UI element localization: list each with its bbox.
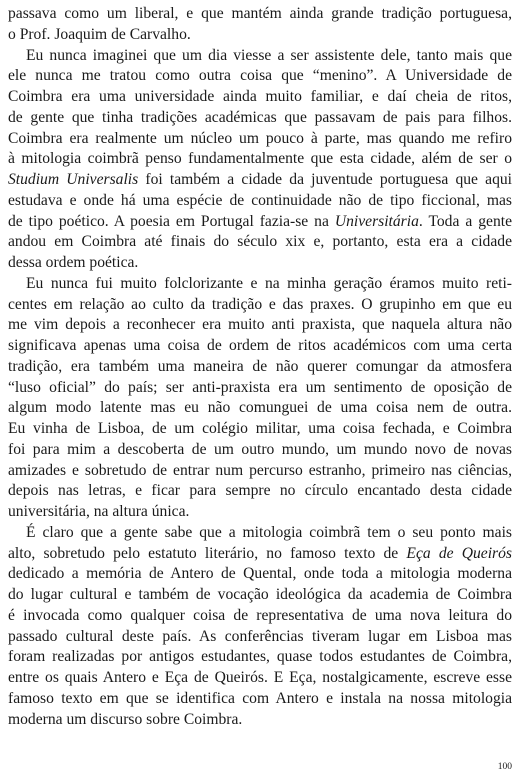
- text-line: [8, 274, 512, 295]
- text-line: [8, 398, 512, 419]
- text-line: [8, 647, 512, 668]
- text-run: “luso oficial” do país; ser anti-praxista era um sentimento de oposição de: [8, 378, 512, 396]
- text-run: . Toda a gente: [418, 212, 512, 230]
- text-line: [8, 606, 512, 627]
- text-run: moderna um discurso sobre Coimbra.: [8, 710, 243, 728]
- text-run: passado cultural deste país. As conferências tiveram lugar em Lisboa mas: [8, 627, 512, 645]
- text-run: centes em relação ao culto da tradição e das praxes. O grupinho em que eu: [8, 295, 512, 313]
- text-run: estudava e onde há uma espécie de continuidade não de tipo ficcional, mas: [8, 191, 512, 209]
- text-line: [8, 129, 512, 150]
- text-line: [8, 481, 512, 502]
- text-line: [8, 66, 512, 87]
- text-line: [8, 170, 512, 191]
- text-run: depois nas letras, e ficar para sempre no círculo encantado desta cidade: [8, 482, 512, 500]
- text-line: [8, 87, 512, 108]
- paragraph: [8, 523, 512, 731]
- paragraph: [8, 46, 512, 274]
- text-line: [8, 502, 512, 523]
- text-line: [8, 461, 512, 482]
- text-run: Coimbra era realmente um núcleo um pouco à parte, mas quando me refiro: [8, 129, 512, 147]
- text-line: [8, 4, 512, 25]
- text-line: [8, 544, 512, 565]
- italic-text: Universitária: [334, 212, 419, 230]
- paragraph: [8, 274, 512, 523]
- text-line: [8, 295, 512, 316]
- text-line: [8, 523, 512, 544]
- text-run: o Prof. Joaquim de Carvalho.: [8, 25, 191, 43]
- text-run: entre os quais Antero e Eça de Queirós. E Eça, nostalgicamente, escreve esse: [8, 669, 512, 686]
- text-run: de gente que tinha tradições académicas que passavam de pais para filhos.: [8, 108, 512, 126]
- text-run: famoso texto em que se identifica com Antero e instala na nossa mitologia: [8, 689, 512, 707]
- text-run: à mitologia coimbrã penso fundamentalmente que esta cidade, além de ser o: [8, 150, 512, 168]
- text-line: [8, 710, 512, 731]
- text-line: [8, 253, 512, 274]
- text-line: [8, 357, 512, 378]
- text-line: [8, 336, 512, 357]
- text-run: universitária, na altura única.: [8, 503, 190, 520]
- text-line: [8, 46, 512, 67]
- text-run: Eu nunca fui muito folclorizante e na minha geração éramos muito reti-: [26, 274, 512, 292]
- text-run: algum modo latente mas eu não comunguei de uma coisa nem de outra.: [8, 399, 512, 417]
- text-run: Eu nunca imaginei que um dia viesse a ser assistente dele, tanto mais que: [26, 46, 512, 64]
- text-run: do lugar cultural e também de vocação ideológica da academia de Coimbra: [8, 586, 512, 603]
- text-run: alto, sobretudo pelo estatuto literário, no famoso texto de: [8, 544, 407, 562]
- text-run: de tipo poético. A poesia em Portugal fazia-se na: [8, 212, 335, 230]
- text-run: me vim depois a reconhecer era muito anti praxista, que naquela altura não: [8, 316, 512, 334]
- text-line: [8, 627, 512, 648]
- text-line: [8, 315, 512, 336]
- text-line: [8, 232, 512, 253]
- page-number: 100: [497, 762, 512, 772]
- text-line: [8, 689, 512, 710]
- text-run: dedicado a memória de Antero de Quental, onde toda a mitologia moderna: [8, 565, 512, 583]
- text-run: tradição, era também uma maneira de não querer comungar da atmosfera: [8, 357, 512, 375]
- text-run: significava apenas uma coisa de ordem de ritos académicos com uma certa: [8, 337, 512, 354]
- text-run: passava como um liberal, e que mantém ainda grande tradição portuguesa,: [8, 5, 512, 22]
- text-run: foi também a cidade da juventude portuguesa que aqui: [138, 171, 512, 188]
- text-line: [8, 564, 512, 585]
- text-line: [8, 212, 512, 233]
- text-line: [8, 585, 512, 606]
- italic-text: Studium Universalis: [8, 171, 139, 188]
- text-line: [8, 25, 512, 46]
- text-run: andou em Coimbra até finais do século xix e, portanto, esta era a cidade: [8, 233, 512, 251]
- text-line: [8, 440, 512, 461]
- text-run: É claro que a gente sabe que a mitologia coimbrã tem o seu ponto mais: [26, 523, 512, 541]
- text-run: amizades e sobretudo de entrar num percurso estranho, primeiro nas ciências,: [8, 461, 512, 479]
- text-run: foi para mim a descoberta de um outro mundo, um mundo novo de novas: [8, 440, 512, 458]
- text-run: Coimbra era uma universidade ainda muito familiar, e daí cheia de ritos,: [8, 88, 512, 105]
- body-text: [8, 4, 512, 730]
- text-line: [8, 149, 512, 170]
- text-run: foram realizadas por antigos estudantes, quase todos estudantes de Coimbra,: [8, 648, 512, 666]
- italic-text: Eça de Queirós: [406, 544, 512, 562]
- text-line: [8, 419, 512, 440]
- text-run: é invocada como qualquer coisa de representativa de uma nova leitura do: [8, 606, 512, 624]
- paragraph: [8, 4, 512, 46]
- text-run: dessa ordem poética.: [8, 254, 139, 271]
- text-run: ele nunca me tratou como outra coisa que “menino”. A Universidade de: [8, 67, 512, 85]
- text-line: [8, 668, 512, 689]
- text-run: Eu vinha de Lisboa, de um colégio militar, uma coisa fechada, e Coimbra: [8, 420, 512, 437]
- text-line: [8, 378, 512, 399]
- text-line: [8, 108, 512, 129]
- text-line: [8, 191, 512, 212]
